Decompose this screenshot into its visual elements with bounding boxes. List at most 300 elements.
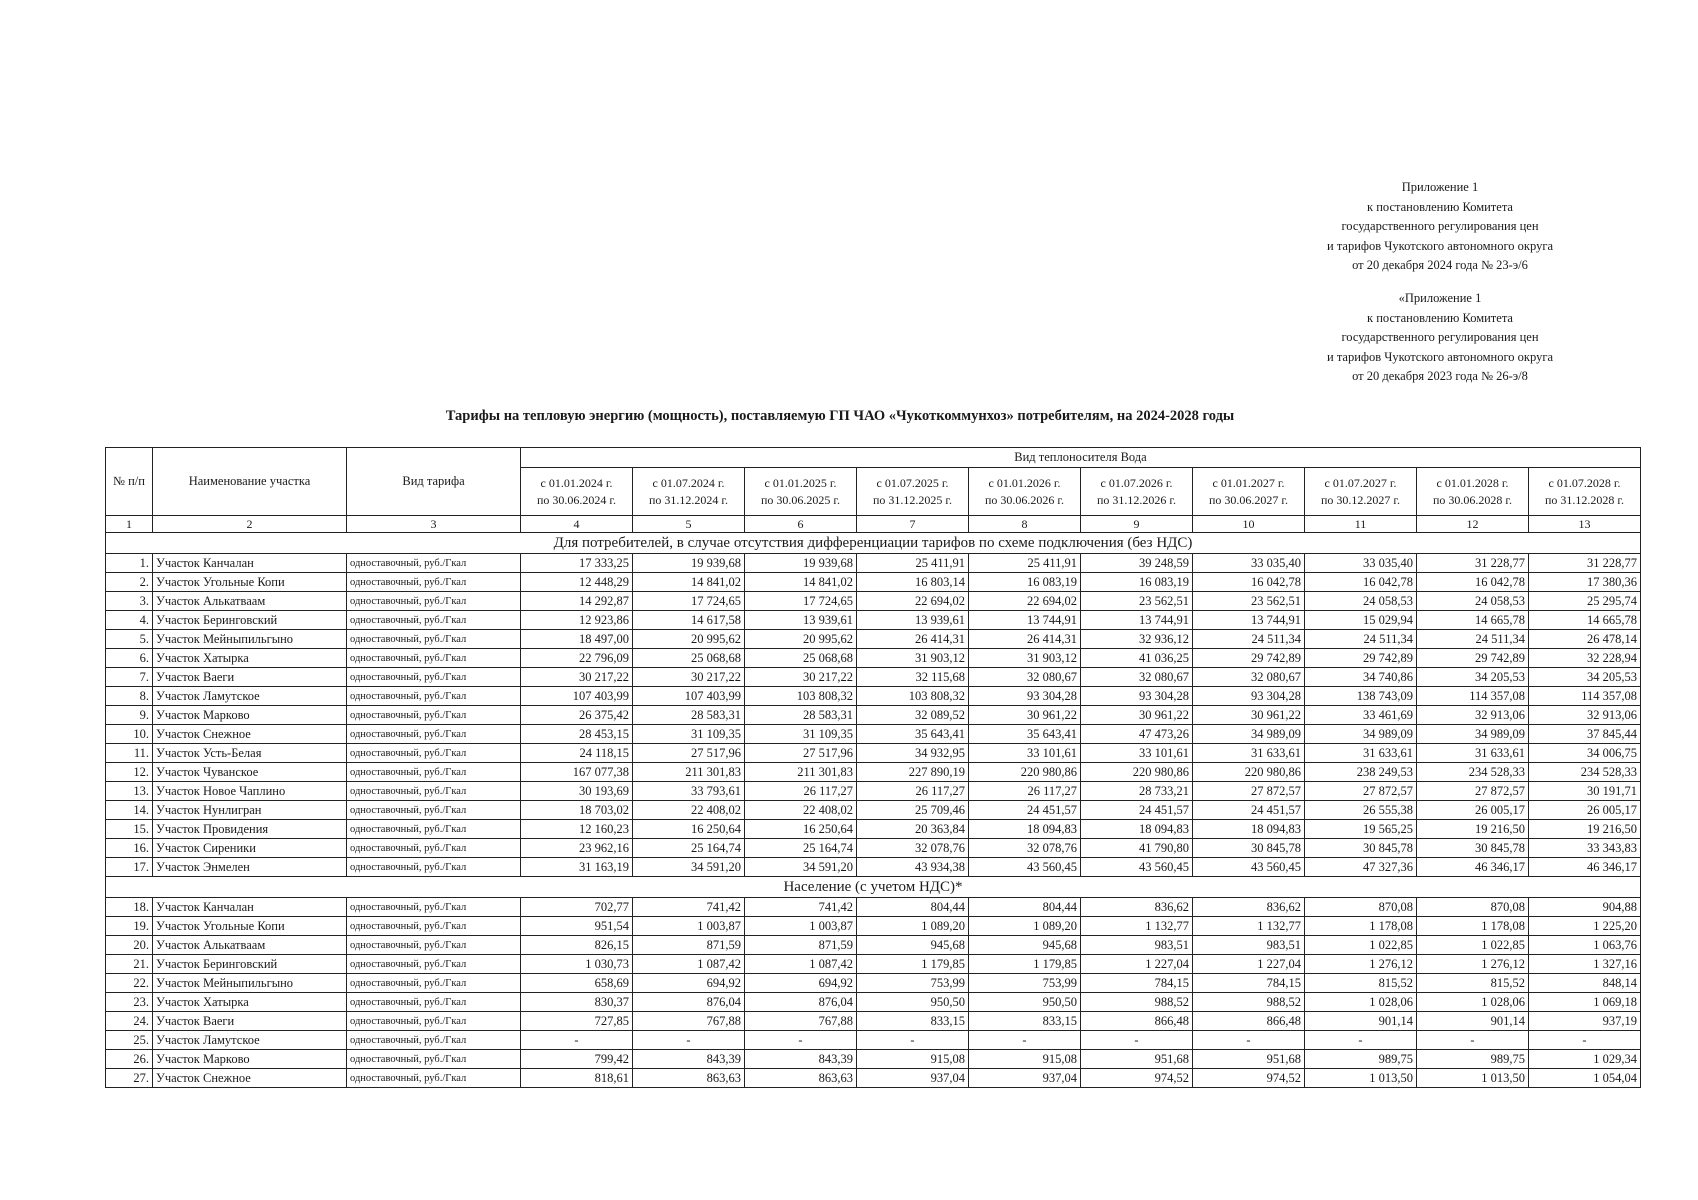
tariff-value: 945,68 [857, 936, 969, 955]
table-row [106, 1012, 1641, 1031]
tariff-value: 107 403,99 [521, 687, 633, 706]
tariff-value: 24 118,15 [521, 744, 633, 763]
tariff-value: 167 077,38 [521, 763, 633, 782]
tariff-value: 24 058,53 [1305, 592, 1417, 611]
tariff-value: 988,52 [1193, 993, 1305, 1012]
tariff-value: 34 989,09 [1193, 725, 1305, 744]
section-row [106, 877, 1641, 898]
tariff-value: 843,39 [745, 1050, 857, 1069]
tariff-value: 19 216,50 [1529, 820, 1641, 839]
tariff-type: одноставочный, руб./Гкал [347, 1012, 521, 1031]
column-number: 9 [1081, 516, 1193, 533]
tariff-value: 220 980,86 [969, 763, 1081, 782]
tariff-value: 26 414,31 [969, 630, 1081, 649]
tariff-value: 33 101,61 [1081, 744, 1193, 763]
tariff-value: 34 989,09 [1417, 725, 1529, 744]
tariff-value: 23 562,51 [1193, 592, 1305, 611]
tariff-value: 988,52 [1081, 993, 1193, 1012]
tariff-type: одноставочный, руб./Гкал [347, 898, 521, 917]
site-name: Участок Ваеги [153, 668, 347, 687]
site-name: Участок Чуванское [153, 763, 347, 782]
period-start: с 01.01.2024 г. [540, 475, 613, 490]
tariff-value: 25 411,91 [857, 554, 969, 573]
tariff-value: 24 511,34 [1305, 630, 1417, 649]
header-coolant: Вид теплоносителя Вода [521, 448, 1641, 468]
tariff-value: 26 117,27 [969, 782, 1081, 801]
header-row [106, 448, 1641, 468]
tariff-value: 12 923,86 [521, 611, 633, 630]
tariff-value: 34 006,75 [1529, 744, 1641, 763]
tariff-value: 26 117,27 [857, 782, 969, 801]
tariff-value: - [1193, 1031, 1305, 1050]
header-name: Наименование участка [153, 448, 347, 516]
period-start: с 01.07.2024 г. [652, 475, 725, 490]
tariff-value: 34 591,20 [745, 858, 857, 877]
tariff-table [105, 447, 1641, 1088]
tariff-value: 35 643,41 [857, 725, 969, 744]
tariff-value: 1 022,85 [1305, 936, 1417, 955]
tariff-value: 1 063,76 [1529, 936, 1641, 955]
tariff-value: 211 301,83 [745, 763, 857, 782]
period-end: по 30.06.2028 г. [1433, 492, 1512, 507]
site-name: Участок Энмелен [153, 858, 347, 877]
tariff-value: 1 179,85 [857, 955, 969, 974]
tariff-value: 876,04 [633, 993, 745, 1012]
row-index: 1. [106, 554, 153, 573]
tariff-value: 31 109,35 [633, 725, 745, 744]
tariff-value: 23 962,16 [521, 839, 633, 858]
tariff-value: 18 094,83 [1193, 820, 1305, 839]
tariff-value: 220 980,86 [1081, 763, 1193, 782]
tariff-type: одноставочный, руб./Гкал [347, 1031, 521, 1050]
table-row [106, 955, 1641, 974]
column-number: 6 [745, 516, 857, 533]
site-name: Участок Провидения [153, 820, 347, 839]
tariff-value: 32 080,67 [969, 668, 1081, 687]
tariff-value: 25 068,68 [633, 649, 745, 668]
tariff-value: 32 913,06 [1417, 706, 1529, 725]
site-name: Участок Ваеги [153, 1012, 347, 1031]
tariff-value: 1 276,12 [1417, 955, 1529, 974]
tariff-value: 23 562,51 [1081, 592, 1193, 611]
tariff-value: 815,52 [1305, 974, 1417, 993]
period-end: по 30.06.2026 г. [985, 492, 1064, 507]
tariff-value: 33 035,40 [1305, 554, 1417, 573]
tariff-value: 107 403,99 [633, 687, 745, 706]
tariff-value: 43 560,45 [969, 858, 1081, 877]
tariff-value: 29 742,89 [1193, 649, 1305, 668]
site-name: Участок Снежное [153, 725, 347, 744]
tariff-value: 27 517,96 [633, 744, 745, 763]
row-index: 23. [106, 993, 153, 1012]
tariff-value: 18 094,83 [969, 820, 1081, 839]
tariff-value: - [1305, 1031, 1417, 1050]
tariff-value: 31 903,12 [969, 649, 1081, 668]
tariff-value: 30 845,78 [1193, 839, 1305, 858]
header-period [857, 468, 969, 516]
tariff-value: 28 583,31 [745, 706, 857, 725]
appendix-line: от 20 декабря 2024 года № 23-э/6 [1352, 258, 1528, 272]
tariff-value: 24 451,57 [1081, 801, 1193, 820]
tariff-value: 799,42 [521, 1050, 633, 1069]
column-number: 8 [969, 516, 1081, 533]
tariff-value: 30 217,22 [633, 668, 745, 687]
tariff-value: 937,04 [857, 1069, 969, 1088]
period-start: с 01.07.2027 г. [1324, 475, 1397, 490]
tariff-value: 26 117,27 [745, 782, 857, 801]
period-end: по 31.12.2026 г. [1097, 492, 1176, 507]
tariff-value: 93 304,28 [1081, 687, 1193, 706]
tariff-value: 34 989,09 [1305, 725, 1417, 744]
period-start: с 01.01.2025 г. [764, 475, 837, 490]
column-number: 1 [106, 516, 153, 533]
tariff-value: - [857, 1031, 969, 1050]
row-index: 17. [106, 858, 153, 877]
tariff-value: 804,44 [857, 898, 969, 917]
tariff-value: 16 042,78 [1417, 573, 1529, 592]
column-number: 4 [521, 516, 633, 533]
site-name: Участок Усть-Белая [153, 744, 347, 763]
appendix-line: государственного регулирования цен [1341, 330, 1539, 344]
row-index: 13. [106, 782, 153, 801]
tariff-value: 39 248,59 [1081, 554, 1193, 573]
tariff-value: 28 583,31 [633, 706, 745, 725]
tariff-value: 1 132,77 [1081, 917, 1193, 936]
row-index: 16. [106, 839, 153, 858]
tariff-value: 234 528,33 [1529, 763, 1641, 782]
tariff-value: 220 980,86 [1193, 763, 1305, 782]
table-row [106, 763, 1641, 782]
tariff-value: 234 528,33 [1417, 763, 1529, 782]
site-name: Участок Беринговский [153, 955, 347, 974]
tariff-value: 24 058,53 [1417, 592, 1529, 611]
site-name: Участок Сиреники [153, 839, 347, 858]
tariff-value: 19 939,68 [745, 554, 857, 573]
column-number: 5 [633, 516, 745, 533]
tariff-value: 1 087,42 [745, 955, 857, 974]
appendix-line: и тарифов Чукотского автономного округа [1327, 349, 1553, 364]
table-row [106, 1050, 1641, 1069]
tariff-value: 1 179,85 [969, 955, 1081, 974]
tariff-value: 15 029,94 [1305, 611, 1417, 630]
tariff-value: 14 665,78 [1529, 611, 1641, 630]
tariff-value: 22 694,02 [857, 592, 969, 611]
period-start: с 01.07.2025 г. [876, 475, 949, 490]
tariff-value: 25 295,74 [1529, 592, 1641, 611]
tariff-value: 702,77 [521, 898, 633, 917]
table-row [106, 917, 1641, 936]
tariff-value: 12 448,29 [521, 573, 633, 592]
tariff-value: 25 411,91 [969, 554, 1081, 573]
header-period [1081, 468, 1193, 516]
row-index: 18. [106, 898, 153, 917]
tariff-value: 24 511,34 [1417, 630, 1529, 649]
tariff-value: 16 250,64 [633, 820, 745, 839]
table-row [106, 993, 1641, 1012]
tariff-value: 34 205,53 [1417, 668, 1529, 687]
tariff-value: 18 703,02 [521, 801, 633, 820]
tariff-value: 915,08 [857, 1050, 969, 1069]
tariff-value: 870,08 [1305, 898, 1417, 917]
row-index: 25. [106, 1031, 153, 1050]
tariff-value: 32 913,06 [1529, 706, 1641, 725]
tariff-value: 16 042,78 [1193, 573, 1305, 592]
tariff-value: 866,48 [1193, 1012, 1305, 1031]
tariff-value: 37 845,44 [1529, 725, 1641, 744]
appendix-line: Приложение 1 [1401, 180, 1479, 194]
tariff-value: 13 939,61 [857, 611, 969, 630]
tariff-value: 34 932,95 [857, 744, 969, 763]
row-index: 19. [106, 917, 153, 936]
tariff-value: 31 228,77 [1417, 554, 1529, 573]
tariff-type: одноставочный, руб./Гкал [347, 917, 521, 936]
appendix-line: к постановлению Комитета [1367, 310, 1513, 325]
tariff-value: 32 228,94 [1529, 649, 1641, 668]
table-row [106, 782, 1641, 801]
site-name: Участок Марково [153, 706, 347, 725]
tariff-value: 753,99 [857, 974, 969, 993]
tariff-value: 1 013,50 [1417, 1069, 1529, 1088]
tariff-value: 24 451,57 [1193, 801, 1305, 820]
tariff-type: одноставочный, руб./Гкал [347, 993, 521, 1012]
tariff-value: - [633, 1031, 745, 1050]
header-period [1529, 468, 1641, 516]
tariff-value: 32 080,67 [1193, 668, 1305, 687]
row-index: 6. [106, 649, 153, 668]
tariff-value: 767,88 [745, 1012, 857, 1031]
document-title: Тарифы на тепловую энергию (мощность), поставляемую ГП ЧАО «Чукоткоммунхоз» потребителям, на 2024-2028 годы [445, 408, 1235, 424]
row-index: 8. [106, 687, 153, 706]
column-number: 10 [1193, 516, 1305, 533]
site-name: Участок Снежное [153, 1069, 347, 1088]
tariff-value: 1 132,77 [1193, 917, 1305, 936]
tariff-value: 30 845,78 [1417, 839, 1529, 858]
table-row [106, 898, 1641, 917]
tariff-value: 33 793,61 [633, 782, 745, 801]
tariff-value: 19 216,50 [1417, 820, 1529, 839]
tariff-value: 1 276,12 [1305, 955, 1417, 974]
column-number: 2 [153, 516, 347, 533]
tariff-value: 830,37 [521, 993, 633, 1012]
tariff-value: 32 078,76 [857, 839, 969, 858]
tariff-value: 784,15 [1081, 974, 1193, 993]
tariff-value: 13 939,61 [745, 611, 857, 630]
row-index: 20. [106, 936, 153, 955]
tariff-type: одноставочный, руб./Гкал [347, 936, 521, 955]
table-row [106, 687, 1641, 706]
tariff-type: одноставочный, руб./Гкал [347, 573, 521, 592]
tariff-value: 26 375,42 [521, 706, 633, 725]
table-row [106, 820, 1641, 839]
tariff-value: 20 995,62 [633, 630, 745, 649]
tariff-value: 103 808,32 [857, 687, 969, 706]
header-period [521, 468, 633, 516]
tariff-value: - [969, 1031, 1081, 1050]
tariff-value: 33 035,40 [1193, 554, 1305, 573]
row-index: 21. [106, 955, 153, 974]
row-index: 14. [106, 801, 153, 820]
tariff-value: 18 094,83 [1081, 820, 1193, 839]
tariff-type: одноставочный, руб./Гкал [347, 858, 521, 877]
tariff-value: 901,14 [1305, 1012, 1417, 1031]
tariff-value: 41 790,80 [1081, 839, 1193, 858]
tariff-value: 16 083,19 [969, 573, 1081, 592]
tariff-value: 14 841,02 [633, 573, 745, 592]
site-name: Участок Мейныпильгыно [153, 974, 347, 993]
tariff-value: 26 005,17 [1529, 801, 1641, 820]
tariff-value: 30 845,78 [1305, 839, 1417, 858]
tariff-value: 767,88 [633, 1012, 745, 1031]
tariff-value: 32 089,52 [857, 706, 969, 725]
row-index: 11. [106, 744, 153, 763]
tariff-value: 1 030,73 [521, 955, 633, 974]
appendix-line: государственного регулирования цен [1341, 219, 1539, 233]
site-name: Участок Новое Чаплино [153, 782, 347, 801]
site-name: Участок Мейныпильгыно [153, 630, 347, 649]
column-numbers-row [106, 516, 1641, 533]
header-index: № п/п [106, 448, 153, 516]
tariff-value: 25 164,74 [633, 839, 745, 858]
tariff-value: 1 022,85 [1417, 936, 1529, 955]
period-start: с 01.07.2028 г. [1548, 475, 1621, 490]
tariff-value: 27 872,57 [1193, 782, 1305, 801]
tariff-value: 22 796,09 [521, 649, 633, 668]
tariff-value: 866,48 [1081, 1012, 1193, 1031]
period-end: по 31.12.2028 г. [1545, 492, 1624, 507]
tariff-value: - [1081, 1031, 1193, 1050]
tariff-value: 22 408,02 [745, 801, 857, 820]
tariff-value: 937,04 [969, 1069, 1081, 1088]
tariff-value: 1 178,08 [1305, 917, 1417, 936]
row-index: 10. [106, 725, 153, 744]
site-name: Участок Ламутское [153, 687, 347, 706]
tariff-value: 30 217,22 [521, 668, 633, 687]
tariff-value: 753,99 [969, 974, 1081, 993]
header-period [745, 468, 857, 516]
tariff-value: 945,68 [969, 936, 1081, 955]
site-name: Участок Угольные Копи [153, 917, 347, 936]
tariff-value: 915,08 [969, 1050, 1081, 1069]
tariff-value: 27 872,57 [1417, 782, 1529, 801]
tariff-value: 871,59 [633, 936, 745, 955]
site-name: Участок Алькатваам [153, 592, 347, 611]
row-index: 2. [106, 573, 153, 592]
table-row [106, 744, 1641, 763]
tariff-value: 27 517,96 [745, 744, 857, 763]
period-end: по 30.06.2025 г. [761, 492, 840, 507]
tariff-value: 694,92 [745, 974, 857, 993]
site-name: Участок Угольные Копи [153, 573, 347, 592]
period-end: по 31.12.2025 г. [873, 492, 952, 507]
tariff-value: - [1417, 1031, 1529, 1050]
tariff-value: 989,75 [1417, 1050, 1529, 1069]
tariff-type: одноставочный, руб./Гкал [347, 592, 521, 611]
tariff-value: 29 742,89 [1305, 649, 1417, 668]
table-row [106, 630, 1641, 649]
tariff-value: 863,63 [633, 1069, 745, 1088]
tariff-value: 904,88 [1529, 898, 1641, 917]
tariff-value: 26 555,38 [1305, 801, 1417, 820]
table-row [106, 611, 1641, 630]
tariff-value: 870,08 [1417, 898, 1529, 917]
tariff-value: 1 069,18 [1529, 993, 1641, 1012]
table-row [106, 592, 1641, 611]
tariff-value: 35 643,41 [969, 725, 1081, 744]
section-row [106, 533, 1641, 554]
table-row [106, 1031, 1641, 1050]
tariff-value: 211 301,83 [633, 763, 745, 782]
tariff-value: 974,52 [1081, 1069, 1193, 1088]
row-index: 7. [106, 668, 153, 687]
tariff-value: 1 054,04 [1529, 1069, 1641, 1088]
row-index: 12. [106, 763, 153, 782]
tariff-value: 138 743,09 [1305, 687, 1417, 706]
tariff-value: 47 327,36 [1305, 858, 1417, 877]
tariff-type: одноставочный, руб./Гкал [347, 706, 521, 725]
tariff-value: 16 803,14 [857, 573, 969, 592]
period-end: по 30.06.2027 г. [1209, 492, 1288, 507]
tariff-type: одноставочный, руб./Гкал [347, 554, 521, 573]
tariff-value: 658,69 [521, 974, 633, 993]
tariff-value: 30 193,69 [521, 782, 633, 801]
appendix-current-note [1290, 178, 1590, 276]
tariff-value: 804,44 [969, 898, 1081, 917]
tariff-value: 114 357,08 [1417, 687, 1529, 706]
tariff-value: 30 191,71 [1529, 782, 1641, 801]
appendix-previous-note [1290, 289, 1590, 387]
column-number: 13 [1529, 516, 1641, 533]
tariff-value: 19 939,68 [633, 554, 745, 573]
tariff-value: 28 733,21 [1081, 782, 1193, 801]
row-index: 27. [106, 1069, 153, 1088]
tariff-value: - [745, 1031, 857, 1050]
tariff-type: одноставочный, руб./Гкал [347, 649, 521, 668]
tariff-value: 20 995,62 [745, 630, 857, 649]
tariff-type: одноставочный, руб./Гкал [347, 801, 521, 820]
tariff-value: 833,15 [969, 1012, 1081, 1031]
tariff-value: 1 089,20 [969, 917, 1081, 936]
tariff-value: 836,62 [1193, 898, 1305, 917]
tariff-value: 26 478,14 [1529, 630, 1641, 649]
section-title: Население (с учетом НДС)* [106, 877, 1641, 898]
row-index: 4. [106, 611, 153, 630]
table-row [106, 725, 1641, 744]
section-title: Для потребителей, в случае отсутствия дифференциации тарифов по схеме подключения (без НДС) [106, 533, 1641, 554]
tariff-value: 784,15 [1193, 974, 1305, 993]
table-row [106, 668, 1641, 687]
tariff-value: 31 109,35 [745, 725, 857, 744]
tariff-value: 983,51 [1193, 936, 1305, 955]
tariff-value: 974,52 [1193, 1069, 1305, 1088]
tariff-value: 30 961,22 [969, 706, 1081, 725]
tariff-value: 950,50 [857, 993, 969, 1012]
row-index: 9. [106, 706, 153, 725]
period-start: с 01.01.2028 г. [1436, 475, 1509, 490]
tariff-value: 16 042,78 [1305, 573, 1417, 592]
tariff-value: 22 408,02 [633, 801, 745, 820]
tariff-value: 31 633,61 [1193, 744, 1305, 763]
tariff-value: 951,68 [1081, 1050, 1193, 1069]
tariff-value: 17 333,25 [521, 554, 633, 573]
tariff-value: 32 115,68 [857, 668, 969, 687]
tariff-value: 31 228,77 [1529, 554, 1641, 573]
tariff-value: 16 250,64 [745, 820, 857, 839]
period-start: с 01.01.2027 г. [1212, 475, 1285, 490]
row-index: 3. [106, 592, 153, 611]
column-number: 7 [857, 516, 969, 533]
tariff-value: 28 453,15 [521, 725, 633, 744]
tariff-type: одноставочный, руб./Гкал [347, 763, 521, 782]
